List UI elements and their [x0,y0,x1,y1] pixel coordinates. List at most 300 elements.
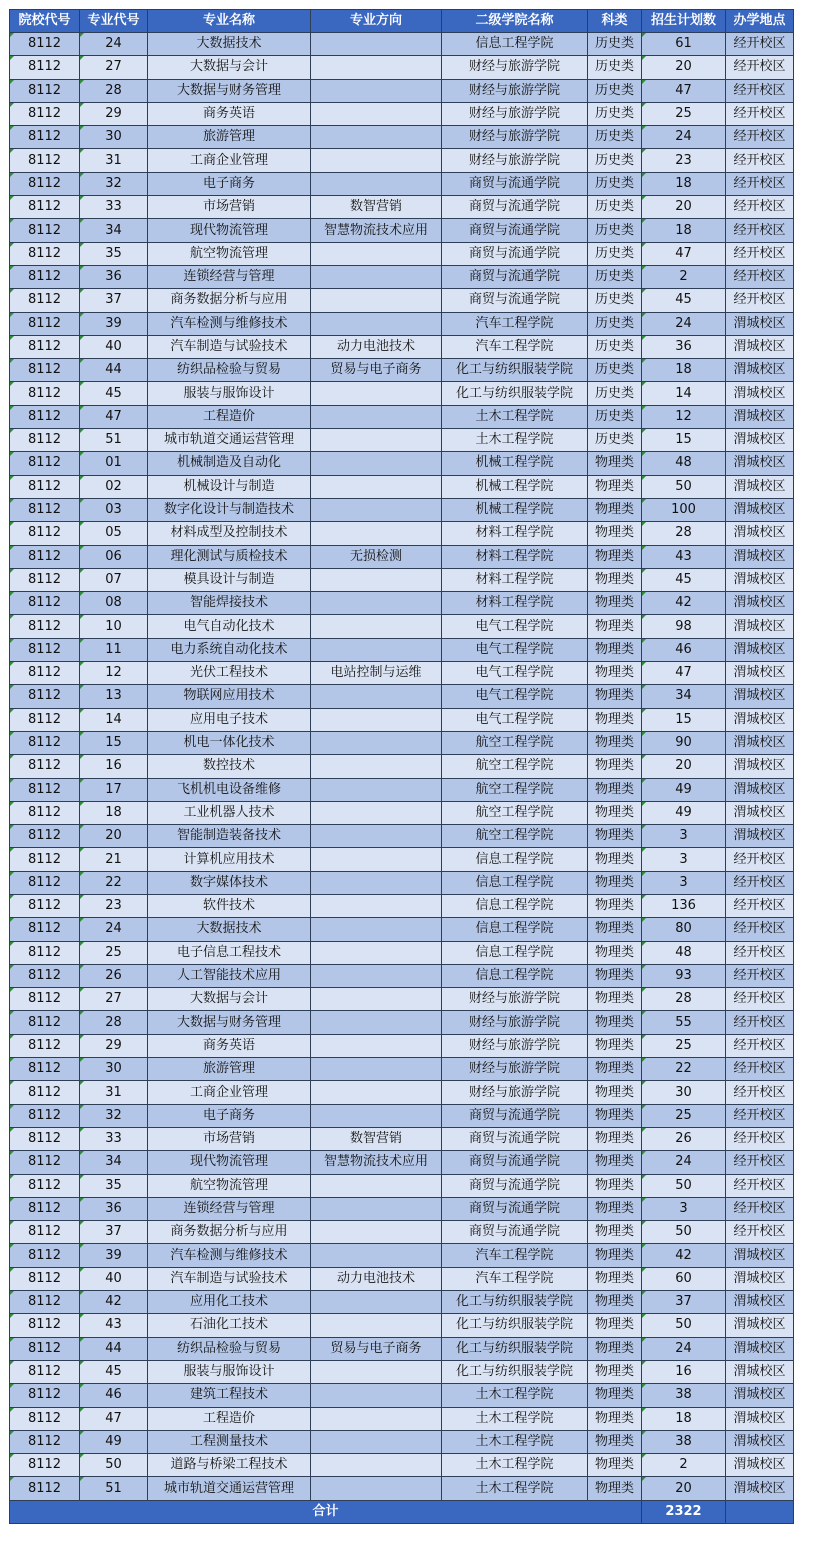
cell-major-name: 物联网应用技术 [148,685,311,708]
cell-subject-category: 物理类 [588,1221,642,1244]
cell-school-code: 8112 [10,1011,80,1034]
cell-major-direction [311,708,442,731]
cell-major-name: 纺织品检验与贸易 [148,359,311,382]
cell-school-code: 8112 [10,196,80,219]
cell-major-name: 机械制造及自动化 [148,452,311,475]
cell-school-code: 8112 [10,568,80,591]
cell-enrollment-quota: 24 [642,1151,726,1174]
cell-major-code: 34 [80,1151,148,1174]
header-subject-category: 科类 [588,10,642,33]
cell-college-name: 信息工程学院 [442,941,588,964]
cell-subject-category: 物理类 [588,755,642,778]
cell-campus: 经开校区 [726,56,794,79]
cell-major-code: 18 [80,801,148,824]
cell-major-code: 40 [80,1267,148,1290]
cell-major-code: 30 [80,1058,148,1081]
cell-campus: 渭城校区 [726,1244,794,1267]
cell-major-code: 45 [80,382,148,405]
cell-enrollment-quota: 60 [642,1267,726,1290]
table-row [10,382,794,405]
cell-college-name: 材料工程学院 [442,568,588,591]
cell-subject-category: 物理类 [588,522,642,545]
cell-major-name: 道路与桥梁工程技术 [148,1454,311,1477]
cell-subject-category: 历史类 [588,382,642,405]
cell-major-direction [311,1058,442,1081]
cell-college-name: 信息工程学院 [442,871,588,894]
table-row [10,126,794,149]
cell-major-direction [311,265,442,288]
cell-major-name: 大数据与会计 [148,988,311,1011]
table-row [10,1244,794,1267]
cell-school-code: 8112 [10,1477,80,1500]
cell-enrollment-quota: 3 [642,1197,726,1220]
cell-campus: 渭城校区 [726,568,794,591]
cell-school-code: 8112 [10,638,80,661]
cell-campus: 经开校区 [726,289,794,312]
cell-college-name: 电气工程学院 [442,615,588,638]
cell-college-name: 财经与旅游学院 [442,1011,588,1034]
cell-major-direction [311,731,442,754]
cell-college-name: 信息工程学院 [442,918,588,941]
cell-school-code: 8112 [10,848,80,871]
table-row [10,1291,794,1314]
cell-major-name: 数字化设计与制造技术 [148,498,311,521]
cell-college-name: 机械工程学院 [442,498,588,521]
cell-campus: 经开校区 [726,102,794,125]
cell-subject-category: 物理类 [588,1360,642,1383]
cell-school-code: 8112 [10,708,80,731]
cell-major-direction [311,592,442,615]
cell-campus: 经开校区 [726,149,794,172]
cell-subject-category: 历史类 [588,219,642,242]
cell-campus: 经开校区 [726,172,794,195]
cell-major-name: 飞机机电设备维修 [148,778,311,801]
cell-major-name: 模具设计与制造 [148,568,311,591]
cell-major-code: 47 [80,1407,148,1430]
cell-college-name: 化工与纺织服装学院 [442,1360,588,1383]
cell-subject-category: 物理类 [588,848,642,871]
cell-school-code: 8112 [10,1314,80,1337]
cell-enrollment-quota: 37 [642,1291,726,1314]
cell-major-direction [311,825,442,848]
table-row [10,1011,794,1034]
table-row [10,79,794,102]
cell-campus: 渭城校区 [726,1407,794,1430]
cell-major-name: 汽车检测与维修技术 [148,1244,311,1267]
cell-major-direction [311,242,442,265]
table-row [10,825,794,848]
cell-enrollment-quota: 22 [642,1058,726,1081]
cell-college-name: 商贸与流通学院 [442,1221,588,1244]
cell-major-name: 现代物流管理 [148,1151,311,1174]
table-row [10,545,794,568]
cell-major-code: 37 [80,1221,148,1244]
cell-campus: 经开校区 [726,1081,794,1104]
table-row [10,56,794,79]
cell-campus: 渭城校区 [726,662,794,685]
cell-major-code: 07 [80,568,148,591]
cell-major-name: 工程造价 [148,405,311,428]
cell-major-name: 大数据与会计 [148,56,311,79]
cell-subject-category: 物理类 [588,988,642,1011]
cell-college-name: 商贸与流通学院 [442,242,588,265]
cell-major-direction [311,1430,442,1453]
cell-college-name: 土木工程学院 [442,405,588,428]
cell-major-name: 商务英语 [148,1034,311,1057]
cell-major-name: 电子商务 [148,1104,311,1127]
cell-school-code: 8112 [10,755,80,778]
table-row [10,522,794,545]
cell-major-code: 22 [80,871,148,894]
cell-school-code: 8112 [10,1127,80,1150]
cell-major-code: 08 [80,592,148,615]
cell-major-name: 电子信息工程技术 [148,941,311,964]
cell-major-code: 06 [80,545,148,568]
cell-campus: 经开校区 [726,126,794,149]
cell-college-name: 商贸与流通学院 [442,289,588,312]
cell-college-name: 汽车工程学院 [442,312,588,335]
cell-major-direction [311,848,442,871]
table-row [10,918,794,941]
cell-major-code: 31 [80,149,148,172]
cell-major-direction [311,894,442,917]
cell-campus: 经开校区 [726,1034,794,1057]
cell-subject-category: 历史类 [588,359,642,382]
cell-college-name: 信息工程学院 [442,848,588,871]
cell-subject-category: 物理类 [588,1011,642,1034]
header-major-code: 专业代号 [80,10,148,33]
cell-college-name: 土木工程学院 [442,1454,588,1477]
cell-enrollment-quota: 20 [642,755,726,778]
cell-campus: 经开校区 [726,988,794,1011]
table-row [10,1337,794,1360]
cell-school-code: 8112 [10,475,80,498]
cell-school-code: 8112 [10,662,80,685]
cell-major-name: 工程造价 [148,1407,311,1430]
cell-campus: 渭城校区 [726,475,794,498]
cell-enrollment-quota: 45 [642,568,726,591]
cell-enrollment-quota: 50 [642,1314,726,1337]
cell-major-name: 商务数据分析与应用 [148,289,311,312]
cell-campus: 渭城校区 [726,545,794,568]
cell-campus: 经开校区 [726,964,794,987]
table-row [10,1058,794,1081]
cell-major-direction [311,1104,442,1127]
cell-major-name: 航空物流管理 [148,242,311,265]
cell-school-code: 8112 [10,1267,80,1290]
cell-enrollment-quota: 3 [642,871,726,894]
table-row [10,1151,794,1174]
cell-major-code: 45 [80,1360,148,1383]
table-row [10,615,794,638]
cell-subject-category: 物理类 [588,1174,642,1197]
cell-major-name: 工业机器人技术 [148,801,311,824]
cell-major-code: 05 [80,522,148,545]
cell-enrollment-quota: 24 [642,312,726,335]
cell-major-code: 01 [80,452,148,475]
cell-college-name: 机械工程学院 [442,452,588,475]
cell-major-direction [311,102,442,125]
cell-college-name: 电气工程学院 [442,685,588,708]
cell-major-direction: 贸易与电子商务 [311,359,442,382]
cell-enrollment-quota: 36 [642,335,726,358]
cell-major-name: 光伏工程技术 [148,662,311,685]
cell-school-code: 8112 [10,1034,80,1057]
cell-school-code: 8112 [10,1058,80,1081]
cell-subject-category: 物理类 [588,1151,642,1174]
cell-campus: 经开校区 [726,941,794,964]
cell-enrollment-quota: 18 [642,1407,726,1430]
cell-enrollment-quota: 48 [642,941,726,964]
cell-major-code: 29 [80,102,148,125]
cell-enrollment-quota: 90 [642,731,726,754]
table-row [10,801,794,824]
cell-major-direction: 数智营销 [311,1127,442,1150]
header-major-name: 专业名称 [148,10,311,33]
cell-major-code: 21 [80,848,148,871]
table-row [10,1104,794,1127]
cell-school-code: 8112 [10,242,80,265]
cell-campus: 经开校区 [726,33,794,56]
cell-major-name: 电气自动化技术 [148,615,311,638]
cell-subject-category: 物理类 [588,1477,642,1500]
cell-subject-category: 历史类 [588,335,642,358]
cell-campus: 经开校区 [726,79,794,102]
cell-major-name: 材料成型及控制技术 [148,522,311,545]
enrollment-plan-table [9,9,794,1524]
cell-subject-category: 物理类 [588,1407,642,1430]
cell-enrollment-quota: 3 [642,825,726,848]
cell-major-name: 智能焊接技术 [148,592,311,615]
table-row [10,1127,794,1150]
cell-major-code: 42 [80,1291,148,1314]
cell-school-code: 8112 [10,359,80,382]
cell-major-direction [311,1197,442,1220]
cell-major-name: 城市轨道交通运营管理 [148,1477,311,1500]
total-label: 合计 [10,1500,642,1523]
table-row [10,359,794,382]
cell-college-name: 土木工程学院 [442,1477,588,1500]
cell-college-name: 信息工程学院 [442,894,588,917]
cell-major-code: 35 [80,1174,148,1197]
cell-subject-category: 物理类 [588,475,642,498]
cell-major-name: 智能制造装备技术 [148,825,311,848]
table-row [10,1197,794,1220]
cell-major-code: 43 [80,1314,148,1337]
cell-major-name: 现代物流管理 [148,219,311,242]
cell-enrollment-quota: 61 [642,33,726,56]
cell-subject-category: 物理类 [588,1034,642,1057]
cell-major-code: 36 [80,1197,148,1220]
cell-school-code: 8112 [10,1454,80,1477]
cell-college-name: 航空工程学院 [442,801,588,824]
cell-campus: 渭城校区 [726,1337,794,1360]
cell-major-name: 石油化工技术 [148,1314,311,1337]
cell-college-name: 商贸与流通学院 [442,265,588,288]
table-row [10,33,794,56]
cell-major-name: 数控技术 [148,755,311,778]
cell-enrollment-quota: 55 [642,1011,726,1034]
cell-college-name: 化工与纺织服装学院 [442,382,588,405]
cell-college-name: 财经与旅游学院 [442,1081,588,1104]
cell-campus: 渭城校区 [726,1477,794,1500]
header-college-name: 二级学院名称 [442,10,588,33]
cell-major-name: 机械设计与制造 [148,475,311,498]
cell-major-code: 17 [80,778,148,801]
cell-subject-category: 物理类 [588,1058,642,1081]
cell-major-code: 37 [80,289,148,312]
cell-school-code: 8112 [10,265,80,288]
cell-college-name: 土木工程学院 [442,1384,588,1407]
cell-major-code: 30 [80,126,148,149]
cell-major-name: 人工智能技术应用 [148,964,311,987]
cell-subject-category: 历史类 [588,102,642,125]
cell-college-name: 财经与旅游学院 [442,149,588,172]
cell-major-code: 44 [80,359,148,382]
cell-enrollment-quota: 28 [642,988,726,1011]
cell-major-direction [311,382,442,405]
cell-school-code: 8112 [10,1081,80,1104]
cell-major-name: 连锁经营与管理 [148,265,311,288]
cell-college-name: 商贸与流通学院 [442,1127,588,1150]
cell-enrollment-quota: 98 [642,615,726,638]
cell-campus: 渭城校区 [726,731,794,754]
cell-major-direction: 贸易与电子商务 [311,1337,442,1360]
cell-subject-category: 历史类 [588,265,642,288]
cell-major-direction [311,126,442,149]
cell-school-code: 8112 [10,801,80,824]
table-row [10,242,794,265]
cell-subject-category: 历史类 [588,289,642,312]
cell-college-name: 财经与旅游学院 [442,126,588,149]
cell-subject-category: 历史类 [588,429,642,452]
cell-major-code: 32 [80,1104,148,1127]
cell-campus: 渭城校区 [726,755,794,778]
cell-major-direction [311,1174,442,1197]
cell-school-code: 8112 [10,615,80,638]
cell-major-code: 31 [80,1081,148,1104]
cell-major-code: 15 [80,731,148,754]
cell-major-code: 27 [80,56,148,79]
cell-subject-category: 历史类 [588,149,642,172]
header-enrollment-quota: 招生计划数 [642,10,726,33]
cell-major-name: 应用化工技术 [148,1291,311,1314]
cell-school-code: 8112 [10,894,80,917]
cell-school-code: 8112 [10,1407,80,1430]
cell-subject-category: 历史类 [588,405,642,428]
cell-subject-category: 物理类 [588,941,642,964]
cell-college-name: 土木工程学院 [442,1430,588,1453]
cell-enrollment-quota: 46 [642,638,726,661]
cell-enrollment-quota: 18 [642,359,726,382]
cell-enrollment-quota: 80 [642,918,726,941]
table-row [10,894,794,917]
cell-subject-category: 物理类 [588,1291,642,1314]
cell-subject-category: 物理类 [588,1384,642,1407]
cell-school-code: 8112 [10,941,80,964]
cell-school-code: 8112 [10,149,80,172]
table-row [10,1034,794,1057]
cell-major-direction [311,1477,442,1500]
cell-major-direction [311,475,442,498]
cell-major-name: 软件技术 [148,894,311,917]
table-row [10,1081,794,1104]
table-row [10,429,794,452]
cell-major-name: 理化测试与质检技术 [148,545,311,568]
cell-enrollment-quota: 49 [642,801,726,824]
cell-major-direction [311,1244,442,1267]
cell-major-direction: 智慧物流技术应用 [311,1151,442,1174]
cell-major-direction: 电站控制与运维 [311,662,442,685]
cell-school-code: 8112 [10,1291,80,1314]
cell-campus: 经开校区 [726,1197,794,1220]
table-row [10,1267,794,1290]
cell-major-direction [311,1011,442,1034]
header-campus: 办学地点 [726,10,794,33]
cell-college-name: 财经与旅游学院 [442,988,588,1011]
cell-college-name: 土木工程学院 [442,1407,588,1430]
cell-major-name: 计算机应用技术 [148,848,311,871]
cell-major-name: 建筑工程技术 [148,1384,311,1407]
table-row [10,1384,794,1407]
cell-subject-category: 历史类 [588,312,642,335]
cell-school-code: 8112 [10,545,80,568]
cell-major-name: 旅游管理 [148,126,311,149]
cell-school-code: 8112 [10,1337,80,1360]
cell-college-name: 商贸与流通学院 [442,1151,588,1174]
cell-major-code: 23 [80,894,148,917]
cell-enrollment-quota: 18 [642,219,726,242]
cell-major-name: 工程测量技术 [148,1430,311,1453]
cell-college-name: 土木工程学院 [442,429,588,452]
cell-major-code: 40 [80,335,148,358]
cell-school-code: 8112 [10,1221,80,1244]
cell-college-name: 商贸与流通学院 [442,1104,588,1127]
cell-campus: 渭城校区 [726,522,794,545]
cell-college-name: 航空工程学院 [442,731,588,754]
cell-enrollment-quota: 20 [642,196,726,219]
cell-major-direction [311,1360,442,1383]
cell-enrollment-quota: 100 [642,498,726,521]
cell-school-code: 8112 [10,219,80,242]
cell-campus: 渭城校区 [726,452,794,475]
cell-school-code: 8112 [10,988,80,1011]
cell-major-code: 11 [80,638,148,661]
cell-major-code: 39 [80,1244,148,1267]
cell-school-code: 8112 [10,289,80,312]
table-row [10,662,794,685]
cell-school-code: 8112 [10,1360,80,1383]
cell-major-direction [311,615,442,638]
cell-college-name: 商贸与流通学院 [442,219,588,242]
cell-campus: 经开校区 [726,1104,794,1127]
cell-major-direction [311,498,442,521]
cell-school-code: 8112 [10,33,80,56]
cell-campus: 经开校区 [726,918,794,941]
cell-major-name: 工商企业管理 [148,149,311,172]
cell-school-code: 8112 [10,522,80,545]
cell-major-direction [311,568,442,591]
cell-major-name: 城市轨道交通运营管理 [148,429,311,452]
cell-school-code: 8112 [10,1197,80,1220]
cell-campus: 渭城校区 [726,382,794,405]
cell-subject-category: 物理类 [588,685,642,708]
table-row [10,312,794,335]
table-row [10,1477,794,1500]
table-body [10,33,794,1501]
cell-subject-category: 物理类 [588,638,642,661]
cell-major-code: 35 [80,242,148,265]
